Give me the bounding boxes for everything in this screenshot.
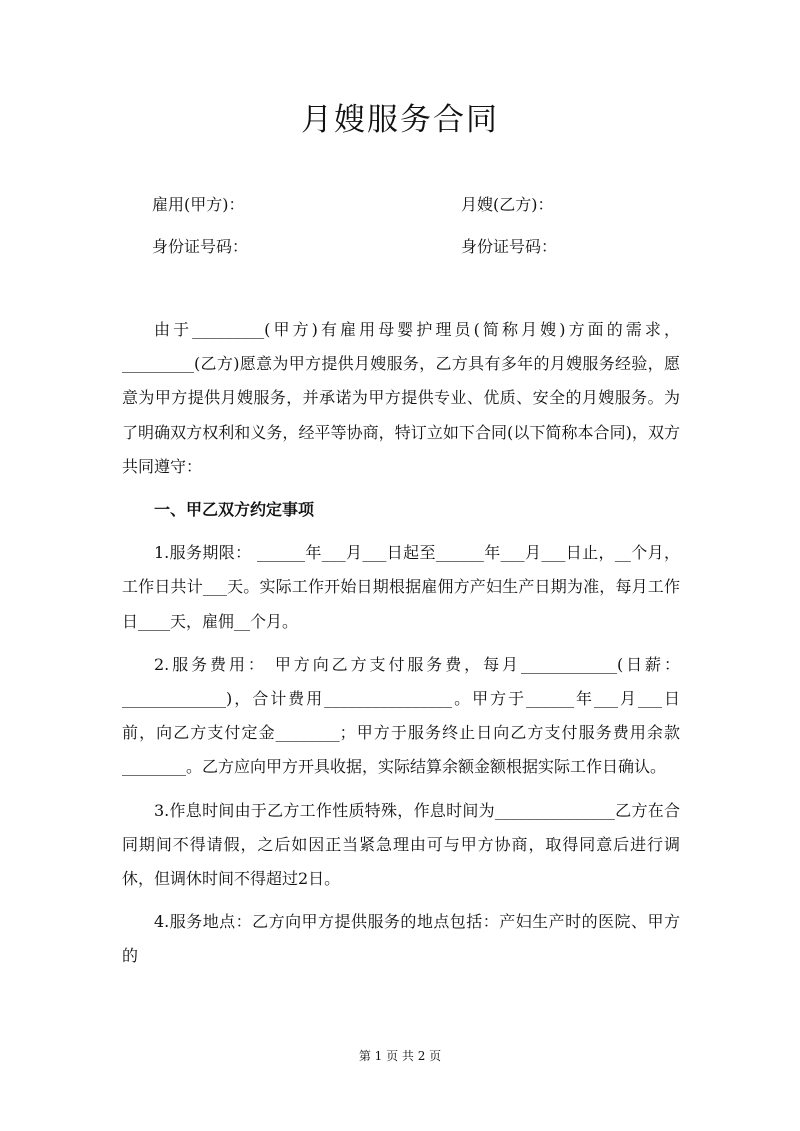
clause-work-hours: 3.作息时间由于乙方工作性质特殊，作息时间为_______________乙方在合同期间不得请假，之后如因正当紧急理由可与甲方协商，取得同意后进行调休，但调休时间不得超过2日。 <box>122 800 680 889</box>
employer-label: 雇用(甲方)： <box>152 195 245 214</box>
maid-label: 月嫂(乙方)： <box>461 195 554 214</box>
section-heading: 一、甲乙双方约定事项 <box>154 500 315 520</box>
employer-id-label: 身份证号码： <box>152 237 249 256</box>
page-number: 第 1 页 共 2 页 <box>358 1049 442 1063</box>
clause-service-period: 1.服务期限： ______年___月___日起至______年___月___日止，__个月，工作日共计___天。实际工作开始日期根据雇佣方产妇生产日期为准，每月工作日____天，雇佣__个月。 <box>122 543 680 631</box>
contract-body <box>122 313 680 974</box>
document-title: 月嫂服务合同 <box>301 102 499 138</box>
clause-service-location: 4.服务地点：乙方向甲方提供服务的地点包括：产妇生产时的医院、甲方的 <box>122 912 680 966</box>
clause-service-fee: 2.服务费用： 甲方向乙方支付服务费，每月____________(日薪：_____________)，合计费用________________。甲方于______年___月___日前，向乙方支付定金________；甲方于服务终止日向乙方支付服务费用余款________。乙方应向甲方开具收据，实际结算余额金额根据实际工作日确认。 <box>122 654 680 777</box>
maid-id-label: 身份证号码： <box>461 237 558 256</box>
intro-paragraph: 由于_________(甲方)有雇用母婴护理员(简称月嫂)方面的需求，_________(乙方)愿意为甲方提供月嫂服务，乙方具有多年的月嫂服务经验，愿意为甲方提供月嫂服务，并承诺为甲方提供专业、优质、安全的月嫂服务。为了明确双方权利和义务，经平等协商，特订立如下合同(以下简称本合同)，双方共同遵守： <box>122 320 680 476</box>
